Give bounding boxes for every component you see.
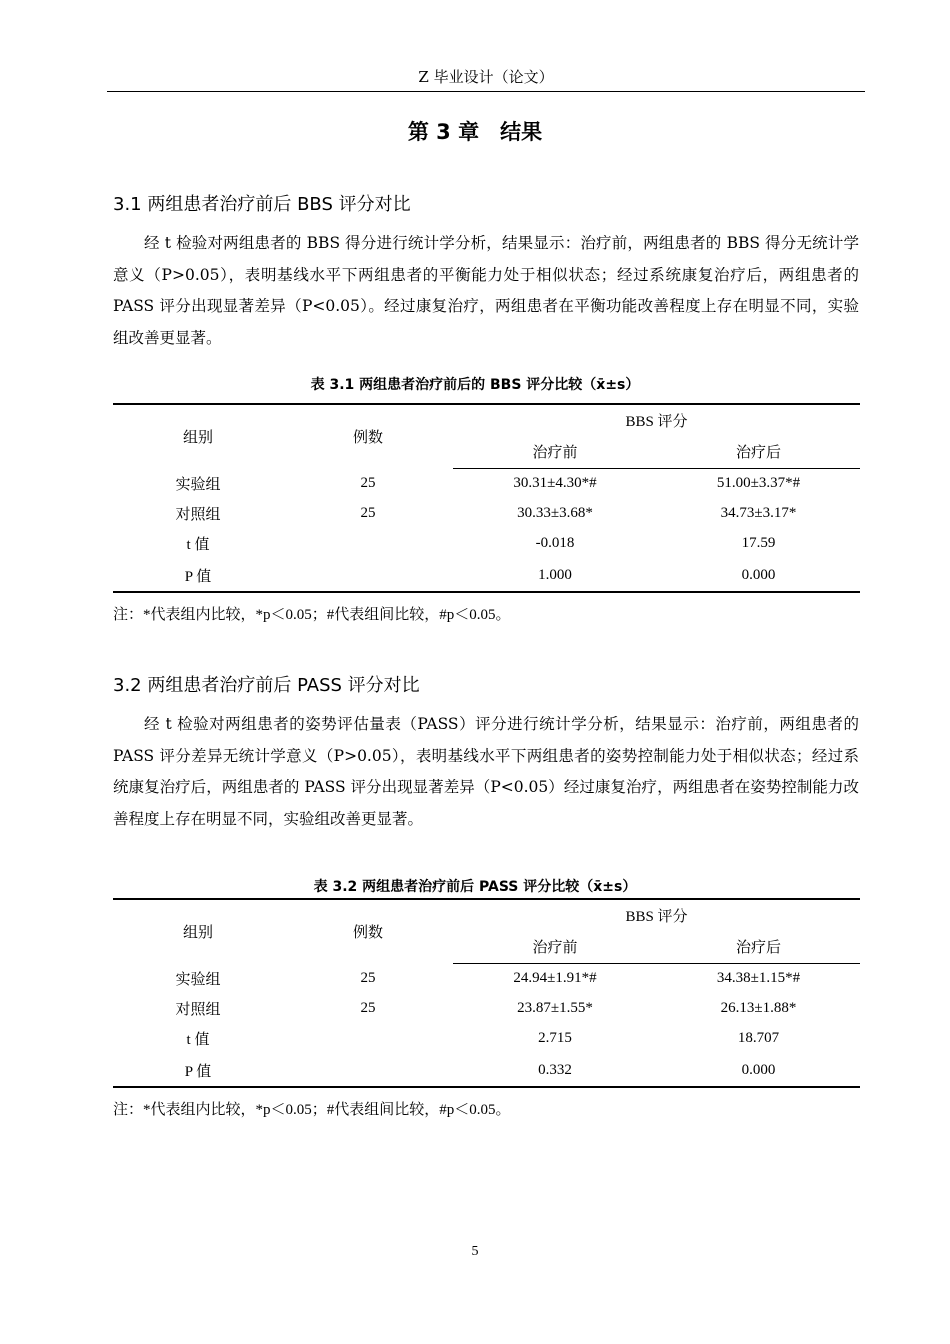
cell-count: 25 — [360, 505, 376, 521]
table-row — [113, 963, 860, 994]
table-row — [113, 559, 860, 592]
cell-count: 25 — [360, 475, 376, 491]
cell-after: 0.000 — [657, 559, 860, 592]
table-caption-3-1: 表 3.1 两组患者治疗前后的 BBS 评分比较（x̄±s） — [310, 377, 640, 393]
cell-group: 对照组 — [175, 1002, 221, 1018]
cell-count: 25 — [360, 970, 376, 986]
table-row — [113, 1023, 860, 1054]
cell-group: t 值 — [186, 537, 210, 553]
table-3-1 — [113, 403, 860, 593]
page-number: 5 — [471, 1244, 479, 1259]
cell-after: 26.13±1.88* — [720, 1000, 797, 1016]
table-row — [113, 468, 860, 499]
cell-group: P 值 — [113, 1054, 283, 1087]
cell-count — [283, 1023, 453, 1054]
table-row — [113, 528, 860, 559]
cell-after: 0.000 — [657, 1054, 860, 1087]
section-paragraph-3-2: 经 t 检验对两组患者的姿势评估量表（PASS）评分进行统计学分析，结果显示：治疗前，两组患者的 PASS 评分差异无统计学意义（P>0.05），表明基线水平下两组患者的姿势控制能力处于相似状态；经过系统康复治疗后，两组患者的 PASS 评分出现显著差异（P<0.05）经过康复治疗，两组患者在姿势控制能力改善程度上存在明显不同，实验组改善更显著。 — [113, 715, 859, 828]
header-after: 治疗后 — [657, 931, 860, 963]
header-before: 治疗前 — [453, 931, 657, 963]
cell-group: 对照组 — [175, 507, 221, 523]
cell-before: 30.33±3.68* — [517, 505, 593, 521]
cell-before: 24.94±1.91*# — [513, 970, 597, 987]
cell-count — [283, 1054, 453, 1087]
table-3-2 — [113, 898, 860, 1088]
section-title-3-1: 3.1 两组患者治疗前后 BBS 评分对比 — [113, 194, 411, 215]
cell-after: 17.59 — [741, 535, 776, 551]
page-header: Z 毕业设计（论文） — [107, 66, 865, 92]
table-note-3-1: 注：*代表组内比较，*p＜0.05；#代表组间比较，#p＜0.05。 — [113, 607, 511, 623]
cell-before: 2.715 — [538, 1030, 572, 1046]
header-count: 例数 — [283, 404, 453, 468]
header-score: BBS 评分 — [453, 404, 860, 436]
cell-count — [283, 559, 453, 592]
cell-after: 51.00±3.37*# — [716, 475, 801, 492]
cell-before: 23.87±1.55* — [517, 1000, 593, 1016]
cell-before: -0.018 — [535, 535, 575, 551]
header-group: 组别 — [113, 899, 283, 963]
cell-count — [283, 528, 453, 559]
cell-group: 实验组 — [175, 972, 221, 988]
header-after: 治疗后 — [657, 436, 860, 468]
section-paragraph-3-1: 经 t 检验对两组患者的 BBS 得分进行统计学分析，结果显示：治疗前，两组患者的 BBS 得分无统计学意义（P>0.05），表明基线水平下两组患者的平衡能力处于相似状态；经过系统康复治疗后，两组患者的 PASS 评分出现显著差异（P<0.05）。经过康复治疗，两组患者在平衡功能改善程度上存在明显不同，实验组改善更显著。 — [113, 234, 859, 347]
chapter-title: 第 3 章 结果 — [407, 120, 543, 144]
header-score: BBS 评分 — [453, 899, 860, 931]
cell-after: 18.707 — [737, 1030, 780, 1046]
table-row — [113, 994, 860, 1023]
table-caption-3-2: 表 3.2 两组患者治疗前后 PASS 评分比较（x̄±s） — [313, 879, 637, 895]
cell-before: 1.000 — [453, 559, 657, 592]
header-group: 组别 — [113, 404, 283, 468]
section-title-3-2: 3.2 两组患者治疗前后 PASS 评分对比 — [113, 675, 420, 696]
cell-before: 0.332 — [453, 1054, 657, 1087]
header-count: 例数 — [283, 899, 453, 963]
table-row — [113, 1054, 860, 1087]
cell-count: 25 — [360, 1000, 376, 1016]
cell-after: 34.73±3.17* — [720, 505, 797, 521]
header-before: 治疗前 — [453, 436, 657, 468]
cell-before: 30.31±4.30*# — [513, 475, 597, 492]
cell-group: t 值 — [186, 1032, 210, 1048]
cell-group: P 值 — [113, 559, 283, 592]
table-row — [113, 499, 860, 528]
cell-after: 34.38±1.15*# — [716, 970, 801, 987]
table-note-3-2: 注：*代表组内比较，*p＜0.05；#代表组间比较，#p＜0.05。 — [113, 1102, 511, 1118]
cell-group: 实验组 — [175, 477, 221, 493]
